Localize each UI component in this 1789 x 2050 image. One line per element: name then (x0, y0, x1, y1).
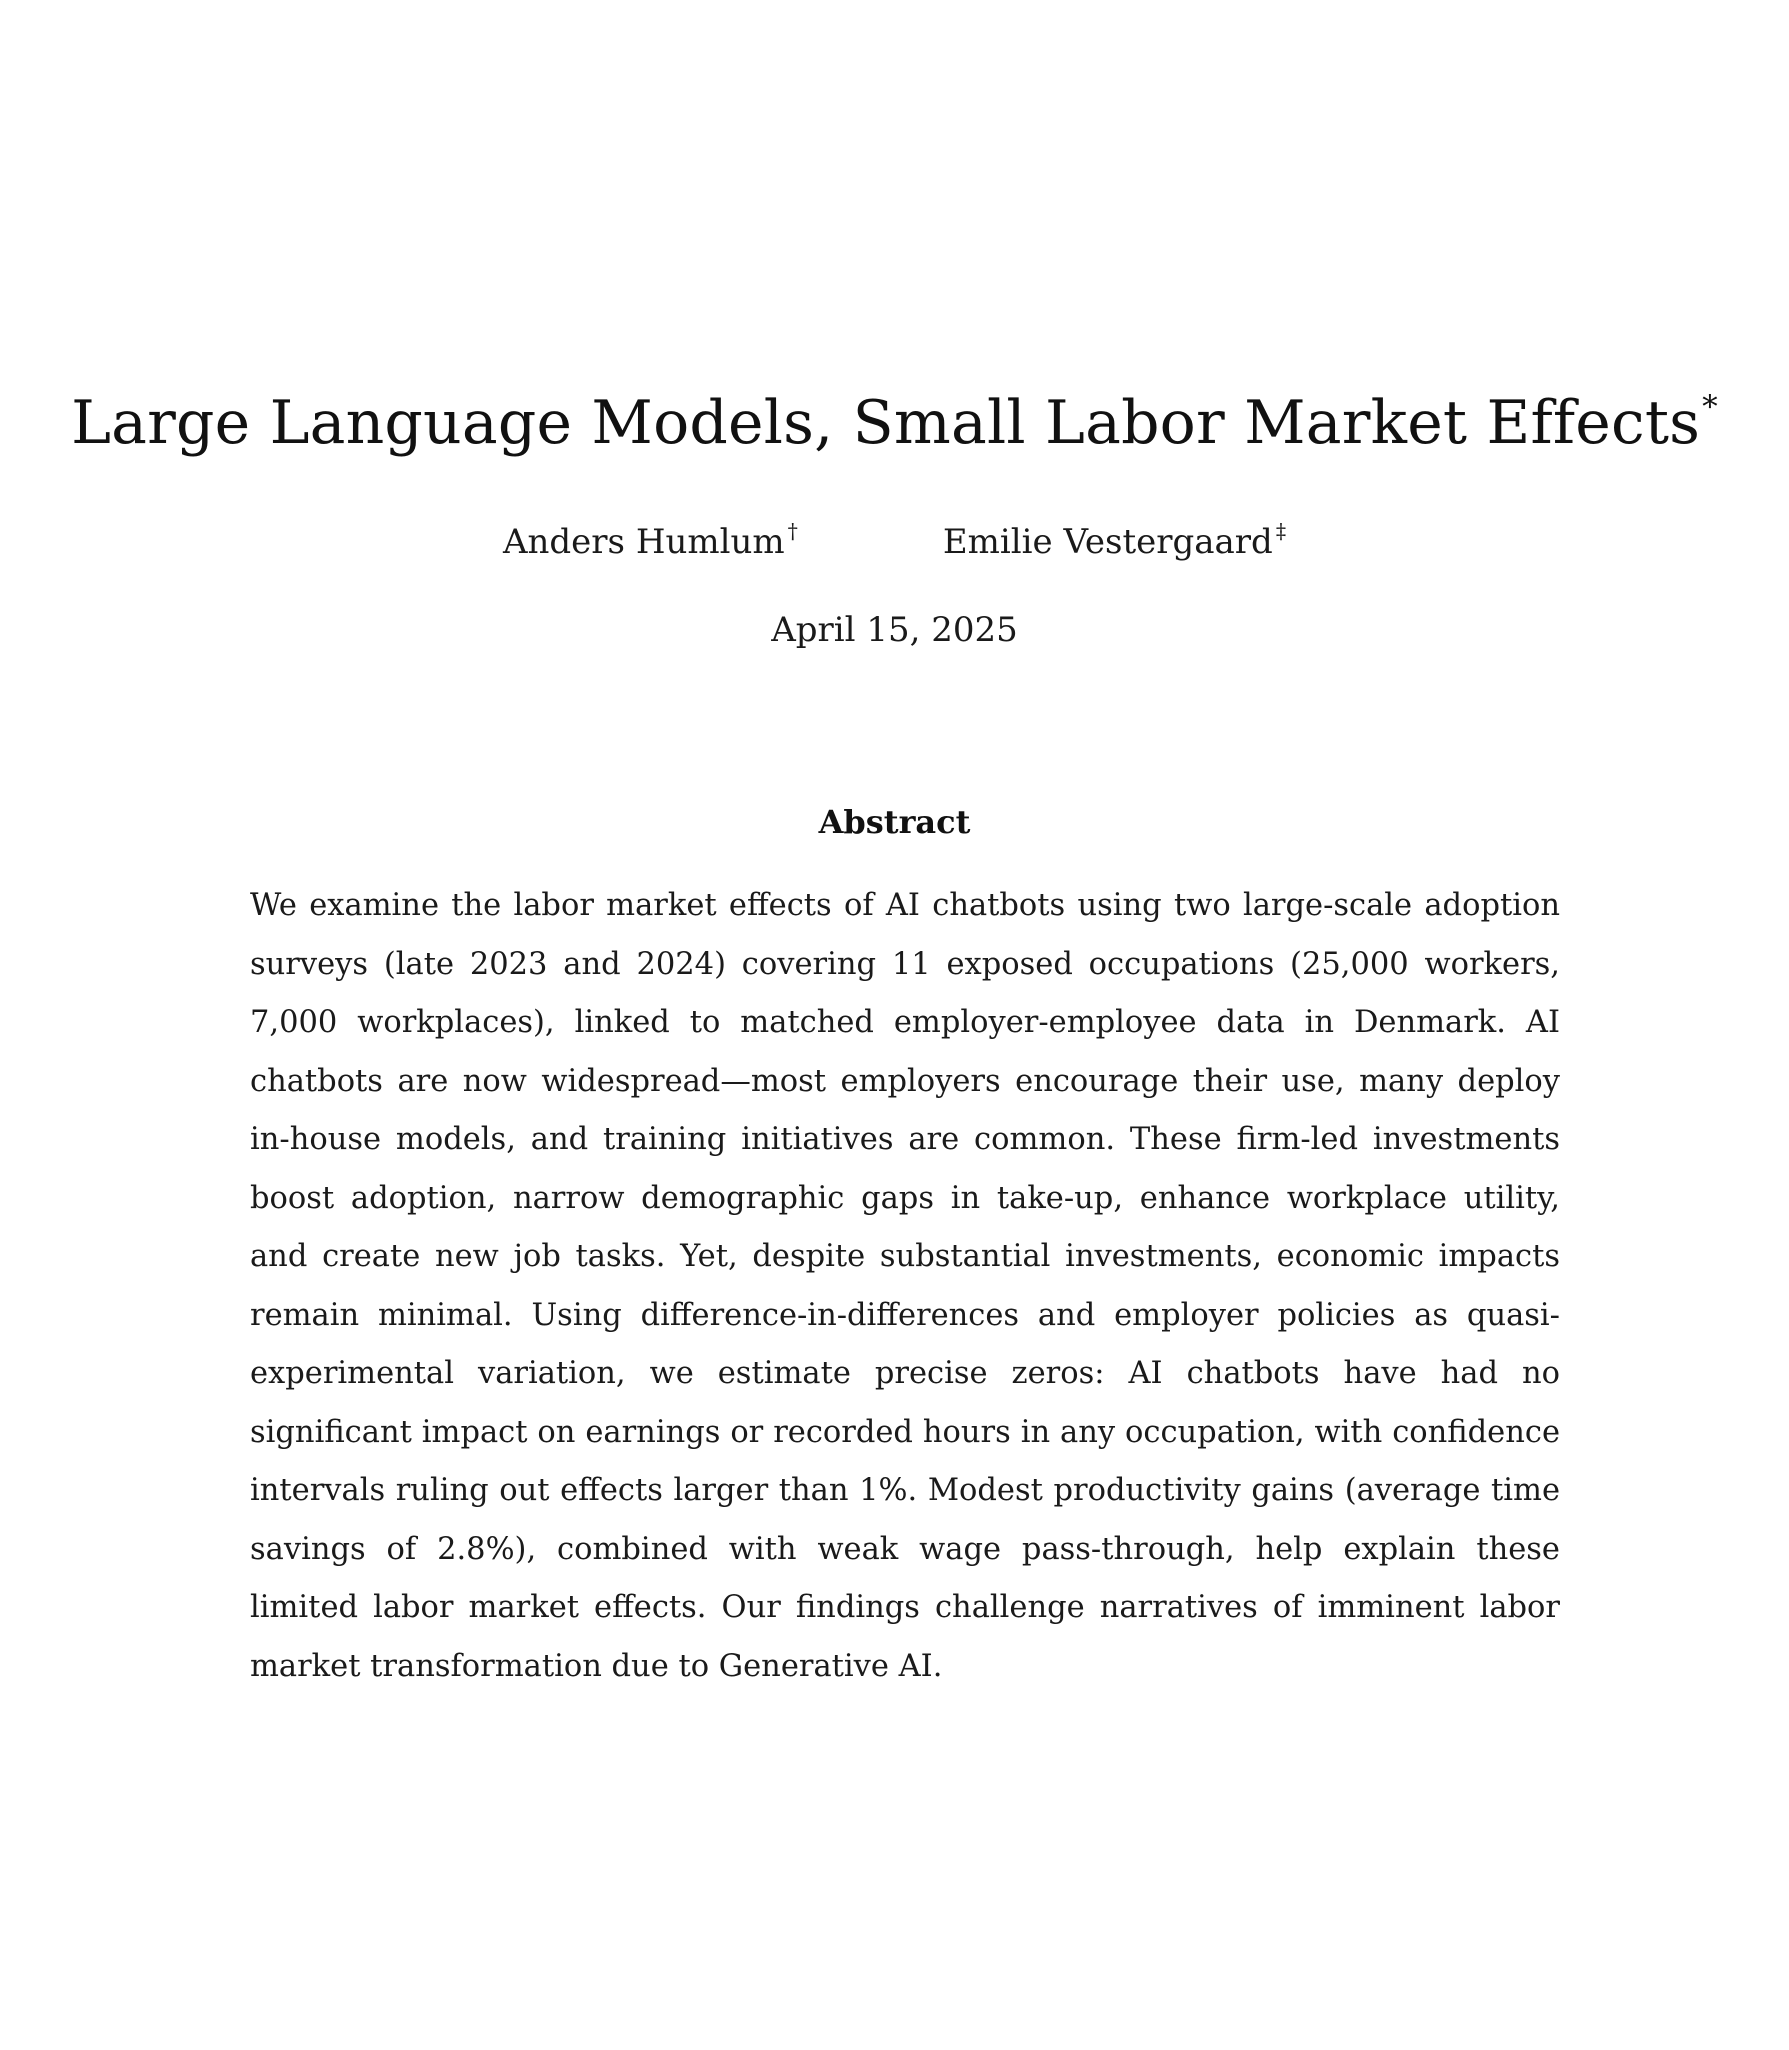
author-1-footnote-mark: † (787, 518, 798, 543)
author-2 (942, 518, 1287, 563)
paper-date: April 15, 2025 (771, 610, 1018, 650)
author-1 (502, 518, 798, 563)
title-footnote-mark: * (1702, 388, 1718, 425)
author-list (0, 518, 1789, 563)
abstract-heading: Abstract (818, 803, 971, 841)
paper-title-text: Large Language Models, Small Labor Market Effects (71, 388, 1701, 459)
author-2-footnote-mark: ‡ (1275, 518, 1287, 543)
author-2-name: Emilie Vestergaard (942, 522, 1273, 562)
author-1-name: Anders Humlum (502, 522, 785, 562)
abstract-text: We examine the labor market effects of AI chatbots using two large-scale adoption surveys (late 2023 and 2024) covering 11 exposed occupations (25,000 workers, 7,000 workplaces), linked to matched employer-employee data in Denmark. AI chatbots are now widespread—most employers encourage their use, many deploy in-house models, and training initiatives are common. These firm-led investments boost adoption, narrow demographic gaps in take-up, enhance workplace utility, and create new job tasks. Yet, despite substantial investments, economic impacts remain minimal. Using difference-in-differences and employer policies as quasi-experimental variation, we estimate precise zeros: AI chatbots have had no significant impact on earnings or recorded hours in any occupation, with confidence intervals ruling out effects larger than 1%. Modest productivity gains (average time savings of 2.8%), combined with weak wage pass-through, help explain these limited labor market effects. Our findings challenge narratives of imminent labor market transformation due to Generative AI. (250, 888, 1560, 1684)
paper-title (0, 388, 1789, 459)
